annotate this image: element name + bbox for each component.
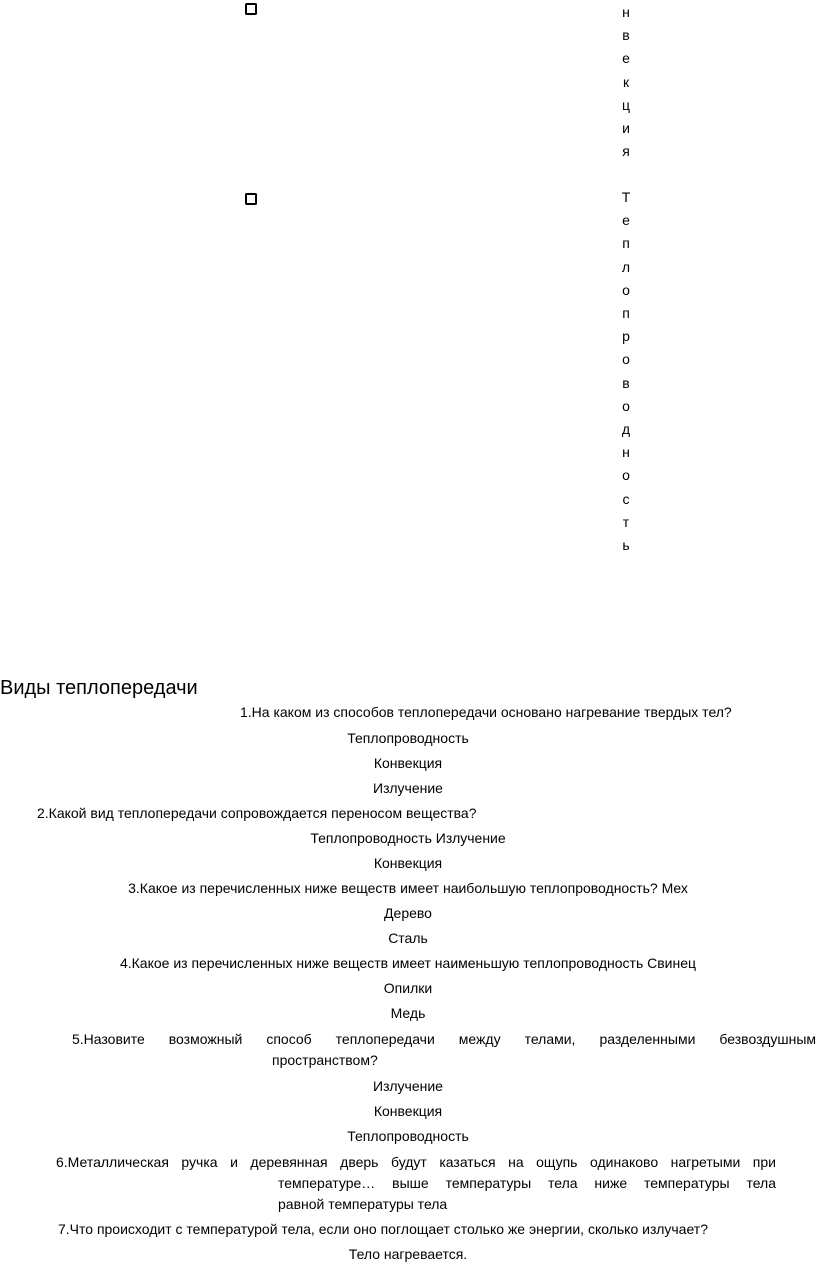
answer-5-1: Излучение	[373, 1078, 443, 1094]
letter: с	[622, 490, 630, 507]
letter: в	[622, 27, 630, 44]
letter: е	[622, 212, 630, 229]
letter: п	[622, 235, 630, 252]
page-title: Виды теплопередачи	[0, 677, 198, 699]
letter: о	[622, 397, 630, 414]
question-4: 4.Какое из перечисленных ниже веществ имеет наименьшую теплопроводность Свинец	[119, 955, 697, 971]
question-5-line-1: 5.Назовите возможный способ теплопередачи между телами, разделенными безвоздушным	[72, 1031, 816, 1047]
vertical-word-convection-tail	[616, 1, 636, 163]
vertical-word-conductivity	[616, 186, 636, 557]
answer-1-3: Излучение	[373, 780, 443, 796]
letter: о	[622, 281, 630, 298]
answer-2-1: Теплопроводность Излучение	[310, 830, 506, 846]
letter: п	[622, 305, 630, 322]
letter: т	[622, 513, 630, 530]
answer-5-3: Теплопроводность	[347, 1128, 469, 1144]
question-3: 3.Какое из перечисленных ниже веществ имеет наибольшую теплопроводность? Мех	[128, 880, 688, 896]
letter: я	[622, 143, 630, 160]
letter: р	[622, 328, 630, 345]
answer-4-1: Опилки	[383, 980, 433, 996]
answer-4-2: Медь	[390, 1005, 426, 1021]
letter: о	[622, 351, 630, 368]
question-1: 1.На каком из способов теплопередачи основано нагревание твердых тел?	[240, 704, 732, 720]
question-7: 7.Что происходит с температурой тела, если оно поглощает столько же энергии, сколько излучает?	[58, 1221, 708, 1237]
letter: о	[622, 467, 630, 484]
answer-3-2: Сталь	[388, 930, 428, 946]
question-5	[72, 1029, 816, 1071]
letter: в	[622, 374, 630, 391]
letter: е	[622, 50, 630, 67]
letter: к	[622, 73, 630, 90]
question-6-line-1: 6.Металлическая ручка и деревянная дверь будут казаться на ощупь одинаково нагретыми при	[56, 1154, 776, 1170]
question-5-line-2: пространством?	[272, 1052, 378, 1068]
letter: ь	[622, 537, 630, 554]
answer-7-1: Тело нагревается.	[348, 1246, 468, 1262]
answer-1-2: Конвекция	[373, 755, 443, 771]
question-6-line-3: равной температуры тела	[278, 1196, 448, 1212]
letter: д	[621, 421, 631, 438]
answer-5-2: Конвекция	[373, 1103, 443, 1119]
checkbox-2[interactable]	[244, 192, 258, 206]
letter: н	[622, 4, 630, 20]
letter: л	[621, 258, 631, 275]
letter: ц	[621, 96, 631, 113]
letter: Т	[621, 189, 631, 205]
checkbox-1[interactable]	[244, 2, 258, 16]
letter: и	[622, 120, 630, 137]
letter: н	[622, 444, 630, 461]
question-6	[56, 1152, 776, 1215]
answer-1-1: Теплопроводность	[347, 730, 469, 746]
question-6-line-2: температуре… выше температуры тела ниже температуры тела	[278, 1175, 776, 1191]
answer-3-1: Дерево	[384, 905, 432, 921]
question-2: 2.Какой вид теплопередачи сопровождается переносом вещества?	[37, 805, 477, 821]
answer-2-2: Конвекция	[373, 855, 443, 871]
